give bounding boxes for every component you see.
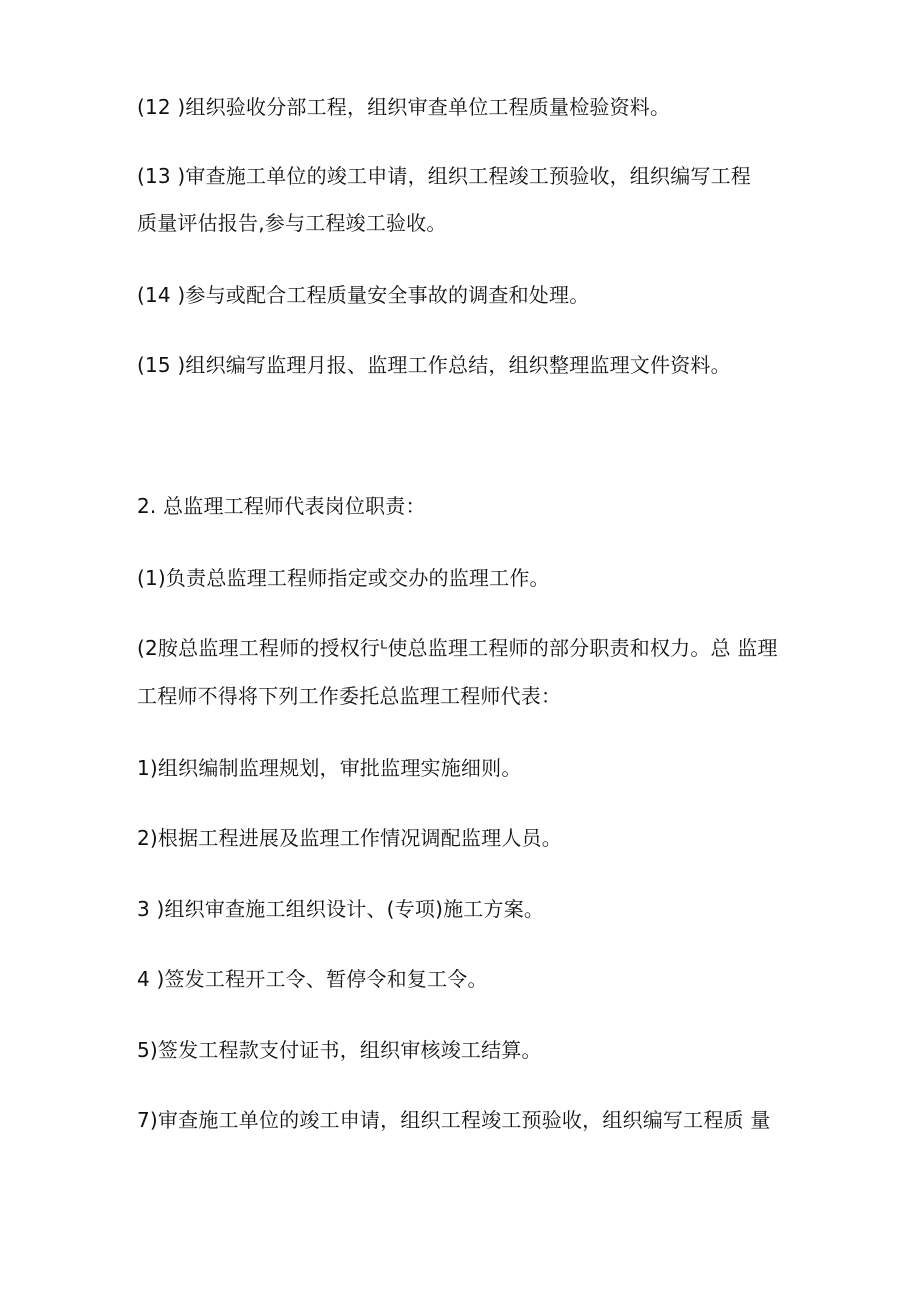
subitem-3: 3 )组织审查施工组织设计、(专项)施工方案。	[137, 897, 545, 921]
item-14: (14 )参与或配合工程质量安全事故的调查和处理。	[137, 283, 590, 307]
subitem-7: 7)审查施工单位的竣工申请，组织工程竣工预验收，组织编写工程质 量	[137, 1108, 771, 1132]
section-item-2-line-2: 工程师不得将下列工作委托总监理工程师代表：	[137, 684, 562, 708]
item-15: (15 )组织编写监理月报、监理工作总结，组织整理监理文件资料。	[137, 353, 731, 377]
item-12: (12 )组织验收分部工程，组织审查单位工程质量检验资料。	[137, 95, 671, 119]
subitem-5: 5)签发工程款支付证书，组织审核竣工结算。	[137, 1038, 542, 1062]
section-item-1: (1)负责总监理工程师指定或交办的监理工作。	[137, 566, 550, 590]
subitem-2: 2)根据工程进展及监理工作情况调配监理人员。	[137, 826, 562, 850]
section-heading: 2. 总监理工程师代表岗位职责：	[137, 494, 426, 518]
section-item-2-line-1: (2胺总监理工程师的授权行ᴸ使总监理工程师的部分职责和权力。总 监理	[137, 636, 778, 660]
item-13-line-2: 质量评估报告,参与工程竣工验收。	[137, 211, 447, 235]
subitem-1: 1)组织编制监理规划，审批监理实施细则。	[137, 756, 522, 780]
item-13-line-1: (13 )审查施工单位的竣工申请，组织工程竣工预验收，组织编写工程	[137, 164, 752, 188]
subitem-4: 4 )签发工程开工令、暂停令和复工令。	[137, 967, 488, 991]
